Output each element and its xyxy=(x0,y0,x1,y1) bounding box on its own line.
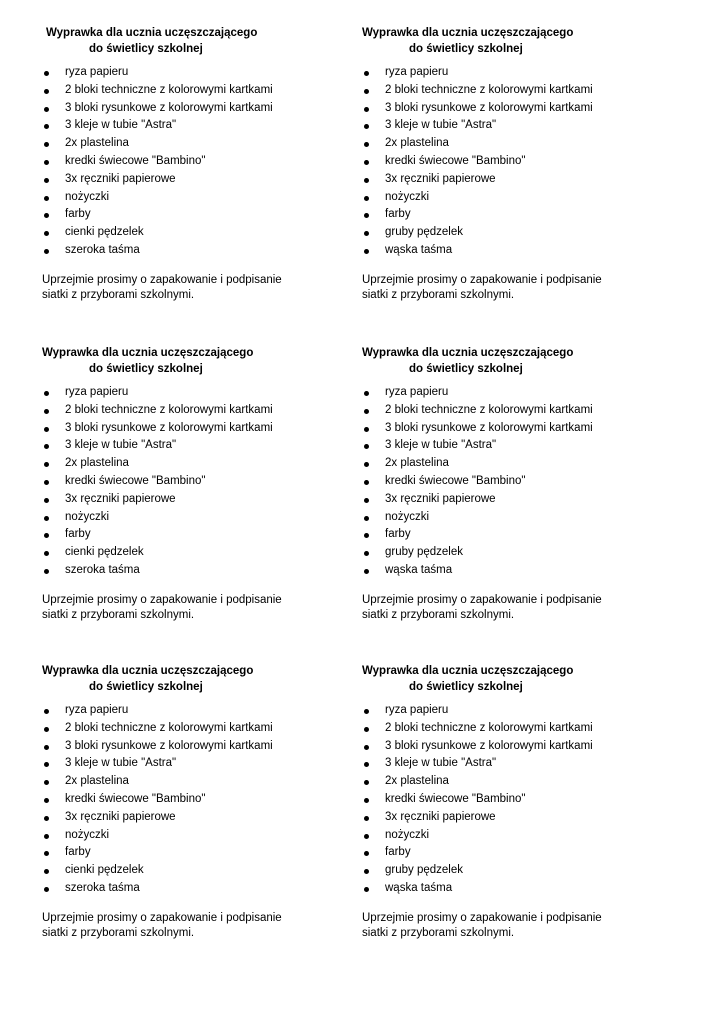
list-item: farby xyxy=(362,526,682,544)
list-item: kredki świecowe "Bambino" xyxy=(362,153,682,171)
card-title xyxy=(42,26,362,57)
list-item: 2x plastelina xyxy=(362,455,682,473)
list-item: 3 kleje w tubie "Astra" xyxy=(42,117,362,135)
note-line-2: siatki z przyborami szkolnymi. xyxy=(42,289,195,302)
list-item: 3 bloki rysunkowe z kolorowymi kartkami xyxy=(362,738,682,756)
note-line-1: Uprzejmie prosimy o zapakowanie i podpisanie xyxy=(42,273,282,286)
packing-note xyxy=(362,911,682,942)
note-line-2: siatki z przyborami szkolnymi. xyxy=(362,927,515,940)
list-item: 2 bloki techniczne z kolorowymi kartkami xyxy=(362,402,682,420)
supply-list-card xyxy=(42,346,362,624)
title-line-2: do świetlicy szkolnej xyxy=(409,680,523,693)
list-item: farby xyxy=(42,526,362,544)
packing-note xyxy=(362,273,682,304)
title-line-2: do świetlicy szkolnej xyxy=(89,362,203,375)
supply-list xyxy=(42,64,362,260)
card-title xyxy=(362,346,682,377)
list-item: szeroka taśma xyxy=(42,562,362,580)
list-item: nożyczki xyxy=(42,189,362,207)
list-item: nożyczki xyxy=(42,509,362,527)
list-item: cienki pędzelek xyxy=(42,862,362,880)
list-item: kredki świecowe "Bambino" xyxy=(362,473,682,491)
list-item: 3x ręczniki papierowe xyxy=(362,171,682,189)
note-line-1: Uprzejmie prosimy o zapakowanie i podpisanie xyxy=(362,593,602,606)
note-line-2: siatki z przyborami szkolnymi. xyxy=(42,609,195,622)
list-item: cienki pędzelek xyxy=(42,544,362,562)
title-line-1: Wyprawka dla ucznia uczęszczającego xyxy=(362,27,574,39)
list-item: 2 bloki techniczne z kolorowymi kartkami xyxy=(42,402,362,420)
list-item: gruby pędzelek xyxy=(362,862,682,880)
note-line-2: siatki z przyborami szkolnymi. xyxy=(362,289,515,302)
title-line-1: Wyprawka dla ucznia uczęszczającego xyxy=(362,347,574,359)
list-item: ryza papieru xyxy=(42,384,362,402)
list-item: 3 bloki rysunkowe z kolorowymi kartkami xyxy=(362,420,682,438)
list-item: farby xyxy=(362,844,682,862)
supply-list-card xyxy=(362,346,682,624)
supply-list xyxy=(42,384,362,580)
supply-list xyxy=(362,64,682,260)
supply-list-card xyxy=(362,26,682,304)
supply-list xyxy=(42,702,362,898)
list-item: 2 bloki techniczne z kolorowymi kartkami xyxy=(42,82,362,100)
list-item: 2x plastelina xyxy=(362,773,682,791)
list-item: 3x ręczniki papierowe xyxy=(42,171,362,189)
list-item: 2x plastelina xyxy=(42,455,362,473)
list-item: farby xyxy=(42,844,362,862)
list-item: 3x ręczniki papierowe xyxy=(42,491,362,509)
list-item: kredki świecowe "Bambino" xyxy=(42,791,362,809)
list-item: 3 kleje w tubie "Astra" xyxy=(362,117,682,135)
card-title xyxy=(42,346,362,377)
list-item: 3 bloki rysunkowe z kolorowymi kartkami xyxy=(362,100,682,118)
list-item: kredki świecowe "Bambino" xyxy=(42,153,362,171)
list-item: 3x ręczniki papierowe xyxy=(42,809,362,827)
title-line-2: do świetlicy szkolnej xyxy=(89,42,203,55)
title-line-1: Wyprawka dla ucznia uczęszczającego xyxy=(362,665,574,677)
list-item: szeroka taśma xyxy=(42,880,362,898)
list-item: 3 kleje w tubie "Astra" xyxy=(362,755,682,773)
list-item: kredki świecowe "Bambino" xyxy=(362,791,682,809)
list-item: gruby pędzelek xyxy=(362,544,682,562)
list-item: ryza papieru xyxy=(42,702,362,720)
title-line-1: Wyprawka dla ucznia uczęszczającego xyxy=(42,665,254,677)
card-title xyxy=(362,664,682,695)
list-item: 3 kleje w tubie "Astra" xyxy=(362,437,682,455)
list-item: 3 bloki rysunkowe z kolorowymi kartkami xyxy=(42,100,362,118)
title-line-2: do świetlicy szkolnej xyxy=(409,42,523,55)
list-item: 3 bloki rysunkowe z kolorowymi kartkami xyxy=(42,420,362,438)
note-line-2: siatki z przyborami szkolnymi. xyxy=(362,609,515,622)
packing-note xyxy=(42,911,362,942)
supply-list-card xyxy=(42,26,362,304)
title-line-1: Wyprawka dla ucznia uczęszczającego xyxy=(42,347,254,359)
title-line-2: do świetlicy szkolnej xyxy=(409,362,523,375)
supply-list xyxy=(362,702,682,898)
list-item: 3 kleje w tubie "Astra" xyxy=(42,437,362,455)
packing-note xyxy=(42,273,362,304)
list-item: 2 bloki techniczne z kolorowymi kartkami xyxy=(362,82,682,100)
list-item: 2x plastelina xyxy=(42,773,362,791)
card-title xyxy=(42,664,362,695)
list-item: ryza papieru xyxy=(362,384,682,402)
list-item: nożyczki xyxy=(362,509,682,527)
list-item: 3 kleje w tubie "Astra" xyxy=(42,755,362,773)
list-item: ryza papieru xyxy=(42,64,362,82)
list-item: 2x plastelina xyxy=(42,135,362,153)
list-item: wąska taśma xyxy=(362,880,682,898)
card-title xyxy=(362,26,682,57)
list-item: kredki świecowe "Bambino" xyxy=(42,473,362,491)
list-item: ryza papieru xyxy=(362,702,682,720)
list-item: szeroka taśma xyxy=(42,242,362,260)
list-item: 3x ręczniki papierowe xyxy=(362,491,682,509)
note-line-1: Uprzejmie prosimy o zapakowanie i podpisanie xyxy=(42,593,282,606)
list-item: nożyczki xyxy=(362,827,682,845)
supply-list-card xyxy=(42,664,362,942)
list-item: 3x ręczniki papierowe xyxy=(362,809,682,827)
packing-note xyxy=(362,593,682,624)
list-item: 2x plastelina xyxy=(362,135,682,153)
list-item: nożyczki xyxy=(362,189,682,207)
note-line-1: Uprzejmie prosimy o zapakowanie i podpisanie xyxy=(362,911,602,924)
list-item: nożyczki xyxy=(42,827,362,845)
title-line-2: do świetlicy szkolnej xyxy=(89,680,203,693)
packing-note xyxy=(42,593,362,624)
list-item: 2 bloki techniczne z kolorowymi kartkami xyxy=(362,720,682,738)
supply-list xyxy=(362,384,682,580)
list-item: farby xyxy=(362,206,682,224)
note-line-2: siatki z przyborami szkolnymi. xyxy=(42,927,195,940)
list-item: ryza papieru xyxy=(362,64,682,82)
supply-list-card xyxy=(362,664,682,942)
list-item: 2 bloki techniczne z kolorowymi kartkami xyxy=(42,720,362,738)
title-line-1: Wyprawka dla ucznia uczęszczającego xyxy=(46,27,258,39)
list-item: gruby pędzelek xyxy=(362,224,682,242)
note-line-1: Uprzejmie prosimy o zapakowanie i podpisanie xyxy=(362,273,602,286)
list-item: farby xyxy=(42,206,362,224)
list-item: cienki pędzelek xyxy=(42,224,362,242)
list-item: wąska taśma xyxy=(362,562,682,580)
note-line-1: Uprzejmie prosimy o zapakowanie i podpisanie xyxy=(42,911,282,924)
list-item: 3 bloki rysunkowe z kolorowymi kartkami xyxy=(42,738,362,756)
list-item: wąska taśma xyxy=(362,242,682,260)
